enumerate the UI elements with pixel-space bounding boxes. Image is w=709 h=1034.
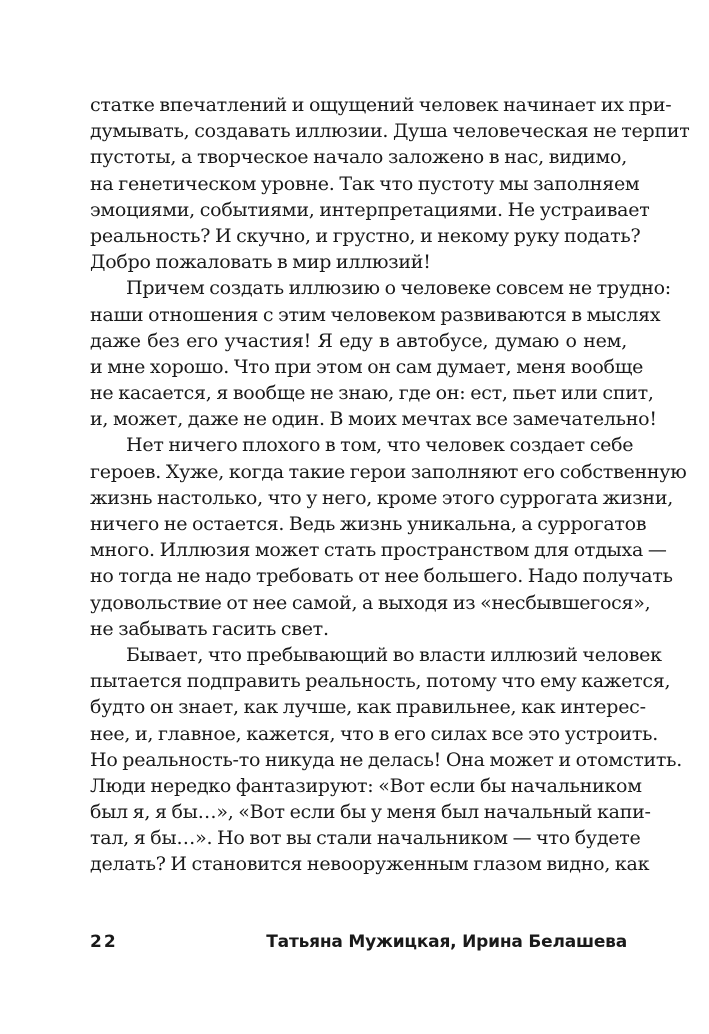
text-line: не забывать гасить свет. [90, 617, 329, 640]
text-line: делать? И становится невооруженным глазом видно, как [90, 853, 650, 876]
text-line: на генетическом уровне. Так что пустоту мы заполняем [90, 172, 640, 195]
running-title: Татьяна Мужицкая, Ирина Белашева [266, 932, 627, 952]
text-line: пустоты, а творческое начало заложено в нас, видимо, [90, 146, 627, 169]
text-line: думывать, создавать иллюзии. Душа человеческая не терпит [90, 120, 690, 143]
text-line: не касается, я вообще не знаю, где он: ест, пьет или спит, [90, 382, 654, 405]
text-line: много. Иллюзия может стать пространством для отдыха — [90, 539, 667, 562]
text-line: жизнь настолько, что у него, кроме этого суррогата жизни, [90, 486, 674, 509]
text-line: Люди нередко фантазируют: «Вот если бы начальником [90, 774, 642, 797]
text-line: будто он знает, как лучше, как правильнее, как интерес- [90, 696, 646, 719]
text-line: реальность? И скучно, и грустно, и некому руку подать? [90, 224, 641, 247]
text-line: удовольствие от нее самой, а выходя из «несбывшегося», [90, 591, 651, 614]
text-line: эмоциями, событиями, интерпретациями. Не устраивает [90, 198, 650, 221]
text-line: нее, и, главное, кажется, что в его силах все это устроить. [90, 722, 659, 745]
text-line: наши отношения с этим человеком развиваются в мыслях [90, 303, 661, 326]
text-line: статке впечатлений и ощущений человек начинает их при- [90, 94, 672, 116]
text-line: героев. Хуже, когда такие герои заполняют его собственную [90, 460, 687, 483]
text-line: даже без его участия! Я еду в автобусе, думаю о нем, [90, 329, 627, 352]
text-line: но тогда не надо требовать от нее большего. Надо получать [90, 565, 673, 588]
text-line: Но реальность-то никуда не делась! Она может и отомстить. [90, 748, 683, 771]
body-text [90, 92, 690, 878]
text-line: Добро пожаловать в мир иллюзий! [90, 251, 431, 274]
text-line: и, может, даже не один. В моих мечтах все замечательно! [90, 408, 657, 431]
page-number: 22 [90, 932, 118, 952]
text-line: Бывает, что пребывающий во власти иллюзий человек [126, 643, 662, 666]
text-line: Причем создать иллюзию о человеке совсем не трудно: [126, 277, 671, 300]
text-line: и мне хорошо. Что при этом он сам думает, меня вообще [90, 355, 644, 378]
text-line: пытается подправить реальность, потому что ему кажется, [90, 670, 671, 693]
text-line: ничего не остается. Ведь жизнь уникальна, а суррогатов [90, 513, 647, 535]
text-line: Нет ничего плохого в том, что человек создает себе [126, 434, 634, 457]
text-line: тал, я бы…». Но вот вы стали начальником — что будете [90, 827, 641, 850]
page-footer [90, 929, 627, 955]
text-line: был я, я бы…», «Вот если бы у меня был начальный капи- [90, 801, 651, 824]
